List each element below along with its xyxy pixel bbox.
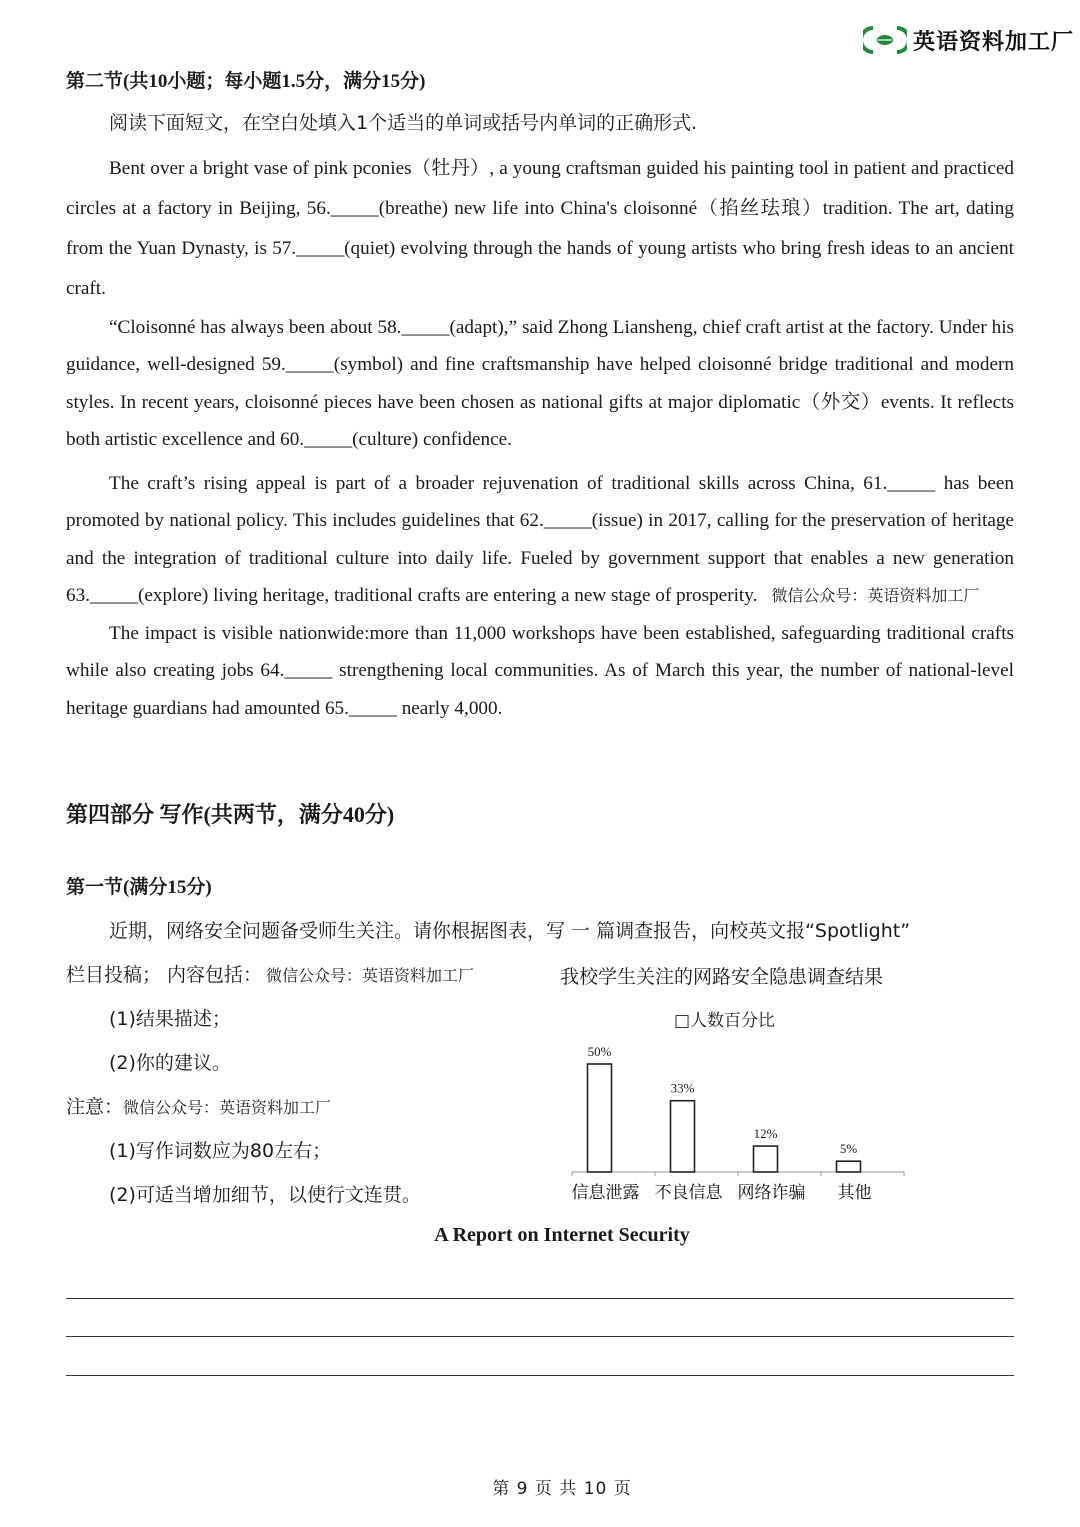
note-item-2: (2)可适当增加细节，以使行文连贯。	[109, 1184, 421, 1206]
bar-value-label: 50%	[587, 1044, 612, 1059]
reading-passage	[66, 105, 1014, 727]
bar-2	[671, 1101, 695, 1172]
note-item-1: (1)写作词数应为80左右；	[109, 1140, 332, 1162]
writing-prompt-line1: 近期，网络安全问题备受师生关注。请你根据图表，写 一 篇调查报告，向校英文报“Spotlight”	[109, 920, 911, 942]
bar-4	[837, 1161, 861, 1172]
category-label: 不良信息	[654, 1183, 723, 1203]
passage-paragraph-3: The craft’s rising appeal is part of a broader rejuvenation of traditional skills across China, 61._____ has been promoted by national policy. This includes guidelines that 62._____(issue) in 2017, calling for the preservation of heritage and the integration of traditional culture into daily life. Fueled by government support that enables a new generation 63._____(explore) living heritage, traditional crafts are entering a new stage of prosperity.	[66, 472, 1014, 606]
bar-1	[588, 1064, 612, 1172]
prompt-content-label: 栏目投稿； 内容包括：	[66, 964, 263, 986]
writing-prompt-line2	[66, 960, 474, 987]
note-label: 注意：	[66, 1096, 124, 1118]
bar-chart	[560, 1030, 920, 1215]
prompt-item-2: (2)你的建议。	[109, 1052, 231, 1074]
passage-paragraph-1: Bent over a bright vase of pink pconies（牡丹）, a young craftsman guided his painting tool in patient and practiced circles at a factory in Beijing, 56._____(breathe) new life into China's cloisonné（掐丝珐琅）tradition. The art, dating from the Yuan Dynasty, is 57._____(quiet) evolving through the hands of young artists who bring fresh ideas to an ancient craft.	[66, 157, 1014, 299]
category-label: 网络诈骗	[737, 1183, 806, 1203]
writing-line-3[interactable]	[66, 1375, 1014, 1376]
writing-line-1[interactable]	[66, 1298, 1014, 1299]
section2-instruction: 阅读下面短文，在空白处填入1个适当的单词或括号内单词的正确形式.	[109, 112, 698, 134]
bar-value-label: 12%	[753, 1126, 778, 1142]
note-line	[66, 1092, 331, 1119]
chart-title: 我校学生关注的网路安全隐患调查结果	[560, 966, 884, 988]
page-number: 第 9 页 共 10 页	[492, 1479, 632, 1499]
watermark-text-3: 微信公众号：英语资料加工厂	[123, 1098, 332, 1117]
bar-3	[754, 1146, 778, 1172]
category-label: 信息泄露	[571, 1183, 640, 1203]
watermark-text: 微信公众号：英语资料加工厂	[771, 586, 980, 605]
category-label: 其他	[837, 1183, 872, 1203]
bar-value-label: 33%	[670, 1080, 695, 1096]
bar-value-label: 5%	[839, 1141, 858, 1157]
passage-paragraph-2: “Cloisonné has always been about 58._____(adapt),” said Zhong Liansheng, chief craft artist at the factory. Under his guidance, well-designed 59._____(symbol) and fine craftsmanship have helped cloisonné bridge traditional and modern styles. In recent years, cloisonné pieces have been chosen as national gifts at major diplomatic（外交）events. It reflects both artistic excellence and 60._____(culture) confidence.	[66, 316, 1014, 450]
logo-text: 英语资料加工厂	[912, 29, 1074, 55]
header-logo	[863, 22, 1074, 58]
report-title: A Report on Internet Security	[434, 1224, 690, 1246]
section2-heading: 第二节(共10小题；每小题1.5分，满分15分)	[66, 71, 426, 92]
part4-heading: 第四部分 写作(共两节，满分40分)	[66, 802, 395, 827]
writing-line-2[interactable]	[66, 1336, 1014, 1337]
passage-paragraph-4: The impact is visible nationwide:more than 11,000 workshops have been established, safeguarding traditional crafts while also creating jobs 64._____ strengthening local communities. As of March this year, the number of national-level heritage guardians had amounted 65._____ nearly 4,000.	[66, 622, 1014, 719]
part4-subheading: 第一节(满分15分)	[66, 877, 212, 898]
leaf-circle-logo-icon	[863, 24, 907, 56]
prompt-item-1: (1)结果描述；	[109, 1008, 231, 1030]
chart-legend: □人数百分比	[674, 1011, 776, 1031]
watermark-text-2: 微信公众号：英语资料加工厂	[266, 966, 475, 985]
